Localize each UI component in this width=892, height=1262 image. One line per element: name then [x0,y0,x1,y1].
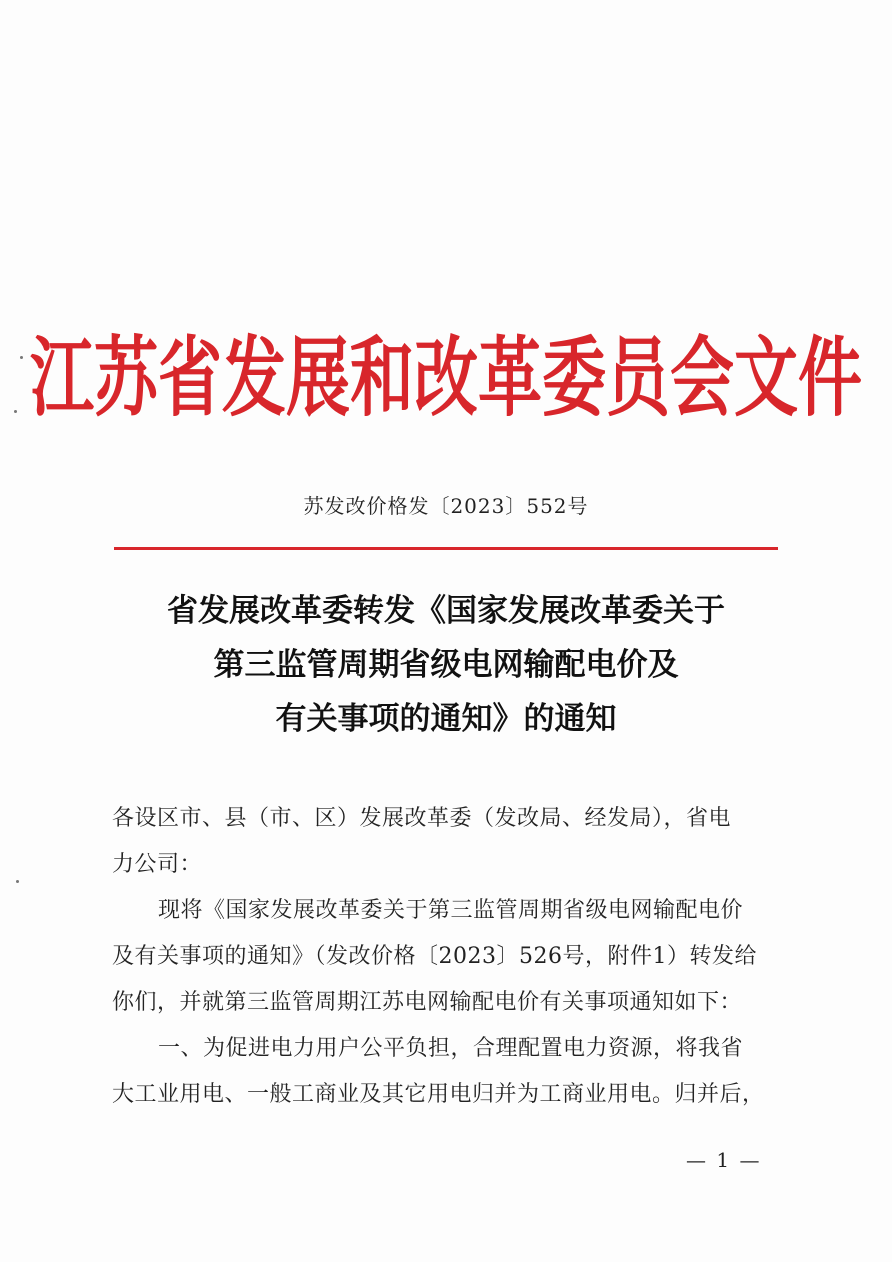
title-line-1: 省发展改革委转发《国家发展改革委关于 [167,593,725,629]
body-line-forward-2: 及有关事项的通知》（发改价格〔2023〕526号，附件1）转发给 [112,944,757,969]
page-number: — 1 — [686,1148,762,1172]
body-line-forward-1: 现将《国家发展改革委关于第三监管周期省级电网输配电价 [158,898,744,923]
letterhead-title: 江苏省发展和改革委员会文件 [30,327,862,429]
scan-speck [20,356,23,359]
body-line-item-1: 一、为促进电力用户公平负担，合理配置电力资源，将我省 [158,1036,744,1061]
scan-speck [16,880,19,883]
document-number: 苏发改价格发〔2023〕552号 [303,494,589,518]
body-line-item-1-cont: 大工业用电、一般工商业及其它用电归并为工商业用电。归并后， [112,1082,765,1107]
document-body [112,796,782,1118]
body-line-forward-3: 你们，并就第三监管周期江苏电网输配电价有关事项通知如下： [112,990,743,1015]
scan-speck [14,410,17,413]
red-divider-line [114,547,778,550]
body-line-recipients-cont: 力公司： [112,852,203,877]
document-title [80,584,812,746]
body-line-recipients: 各设区市、县（市、区）发展改革委（发改局、经发局），省电 [112,806,732,831]
title-line-2: 第三监管周期省级电网输配电价及 [213,647,679,683]
title-line-3: 有关事项的通知》的通知 [275,701,617,737]
